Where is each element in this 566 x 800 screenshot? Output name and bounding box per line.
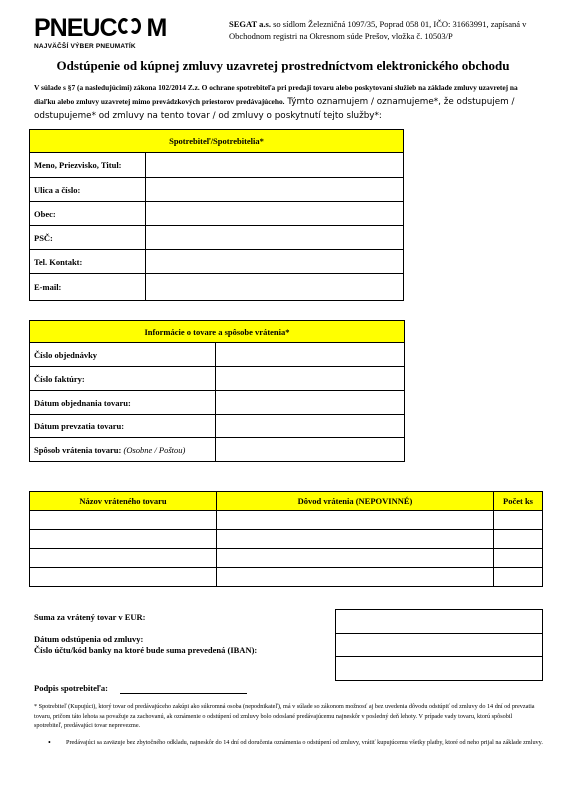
zip-field[interactable] <box>146 226 404 250</box>
table-row <box>30 274 404 301</box>
return-reason-cell[interactable] <box>217 530 494 549</box>
order-number-field[interactable] <box>216 343 405 367</box>
returned-items-table <box>29 491 543 587</box>
logo-text-suffix: M <box>146 14 167 42</box>
column-header-return-reason: Dôvod vrátenia (NEPOVINNÉ) <box>217 492 494 511</box>
sum-label: Suma za vrátený tovar v EUR: <box>34 612 146 622</box>
refund-note <box>48 738 552 748</box>
refund-note-text: Predávajúci sa zaväzuje bez zbytočného odkladu, najneskôr do 14 dní od doručenia oznámenia o odstúpení od zmluvy, vrátiť kupujúcemu všetky platby, ktoré od neho prijal na základe zmluvy. <box>66 739 543 746</box>
table-row <box>30 568 543 587</box>
table-row <box>30 415 405 438</box>
city-label: Obec: <box>30 202 146 226</box>
document-title: Odstúpenie od kúpnej zmluvy uzavretej prostredníctvom elektronického obchodu <box>56 58 510 73</box>
street-field[interactable] <box>146 178 404 202</box>
goods-info-table <box>29 320 405 462</box>
return-method-field[interactable] <box>216 438 405 462</box>
city-field[interactable] <box>146 202 404 226</box>
table-row <box>30 153 404 178</box>
company-name: SEGAT a.s. <box>229 19 271 29</box>
return-method-options: (Osobne / Poštou) <box>123 444 186 455</box>
table-row <box>30 549 543 568</box>
goods-info-table-header: Informácie o tovare a spôsobe vrátenia* <box>30 321 405 343</box>
intro-statement: Týmto oznamujem / oznamujeme*, že odstupujem / odstupujeme* od zmluvy na tento tovar / od zmluvy o poskytnutí tejto služby*: <box>34 97 515 121</box>
return-reason-cell[interactable] <box>217 568 494 587</box>
order-date-field[interactable] <box>216 391 405 415</box>
return-reason-cell[interactable] <box>217 549 494 568</box>
quantity-cell[interactable] <box>494 568 543 587</box>
table-row <box>30 178 404 202</box>
signature-line[interactable] <box>120 693 247 694</box>
item-name-cell[interactable] <box>30 568 217 587</box>
table-row <box>30 202 404 226</box>
table-row <box>30 391 405 415</box>
table-row <box>30 343 405 367</box>
table-row <box>30 530 543 549</box>
table-row <box>30 511 543 530</box>
name-field[interactable] <box>146 153 404 178</box>
quantity-cell[interactable] <box>494 549 543 568</box>
zip-label: PSČ: <box>30 226 146 250</box>
bullet-icon: • <box>48 738 51 747</box>
iban-field[interactable] <box>336 657 543 681</box>
signature-label: Podpis spotrebiteľa: <box>34 683 108 693</box>
company-info <box>229 18 549 42</box>
table-row <box>30 367 405 391</box>
intro-text <box>34 81 534 123</box>
column-header-quantity: Počet ks <box>494 492 543 511</box>
order-number-label: Číslo objednávky <box>30 343 216 367</box>
table-row <box>30 250 404 274</box>
invoice-number-field[interactable] <box>216 367 405 391</box>
phone-label: Tel. Kontakt: <box>30 250 146 274</box>
phone-field[interactable] <box>146 250 404 274</box>
summary-fields-table <box>335 609 543 681</box>
item-name-cell[interactable] <box>30 530 217 549</box>
company-logo <box>34 16 166 41</box>
sum-field[interactable] <box>336 610 543 634</box>
logo-tagline: NAJVÄČŠÍ VÝBER PNEUMATÍK <box>34 43 136 50</box>
intro-legal-reference: V súlade s §7 (a nasledujúcimi) zákona 102/2014 Z.z. O ochrane spotrebiteľa pri predaji tovaru alebo poskytovaní služieb na základe zmluvy uzavretej na diaľku alebo zmluvy uzavretej mimo prevádzkových priestorov predávajúceho. <box>34 83 518 106</box>
email-field[interactable] <box>146 274 404 301</box>
logo-ring-icon <box>118 17 146 37</box>
company-details: so sídlom Železničná 1097/35, Poprad 058 01, IČO: 31663991, zapísaná v Obchodnom registri na Okresnom súde Prešov, vložka č. 10503/P <box>229 19 527 41</box>
email-label: E-mail: <box>30 274 146 301</box>
table-row <box>30 226 404 250</box>
item-name-cell[interactable] <box>30 511 217 530</box>
return-method-text: Spôsob vrátenia tovaru: <box>34 444 124 455</box>
invoice-number-label: Číslo faktúry: <box>30 367 216 391</box>
item-name-cell[interactable] <box>30 549 217 568</box>
withdrawal-date-label: Dátum odstúpenia od zmluvy: <box>34 634 144 644</box>
name-label: Meno, Priezvisko, Titul: <box>30 153 146 178</box>
table-row <box>30 438 405 462</box>
order-date-label: Dátum objednania tovaru: <box>30 391 216 415</box>
iban-label: Číslo účtu/kód banky na ktoré bude suma prevedená (IBAN): <box>34 645 258 655</box>
withdrawal-date-field[interactable] <box>336 634 543 657</box>
footnote: * Spotrebiteľ (Kupujúci), ktorý tovar od predávajúceho zakúpi ako súkromná osoba (nepodnikateľ), má v súlade so zákonom možnosť aj bez uvedenia dôvodu odstúpiť od zmluvy do 14 dní od prevzatia tovaru, pričom táto lehota sa považuje za zachovanú, ak oznámenie o odstúpení od zmluvy bolo odoslané predávajúcemu najneskôr v posledný deň lehoty. V prípade vady tovaru, ktorú spôsobil spotrebiteľ, predávajúci tovar neprevezme. <box>34 703 535 729</box>
quantity-cell[interactable] <box>494 511 543 530</box>
street-label: Ulica a číslo: <box>30 178 146 202</box>
consumer-table <box>29 129 404 301</box>
receipt-date-field[interactable] <box>216 415 405 438</box>
return-reason-cell[interactable] <box>217 511 494 530</box>
consumer-table-header: Spotrebiteľ/Spotrebitelia* <box>30 130 404 153</box>
logo-text-prefix: PNEUC <box>34 14 117 42</box>
receipt-date-label: Dátum prevzatia tovaru: <box>30 415 216 438</box>
column-header-item-name: Názov vráteného tovaru <box>30 492 217 511</box>
return-method-label <box>30 438 216 462</box>
quantity-cell[interactable] <box>494 530 543 549</box>
